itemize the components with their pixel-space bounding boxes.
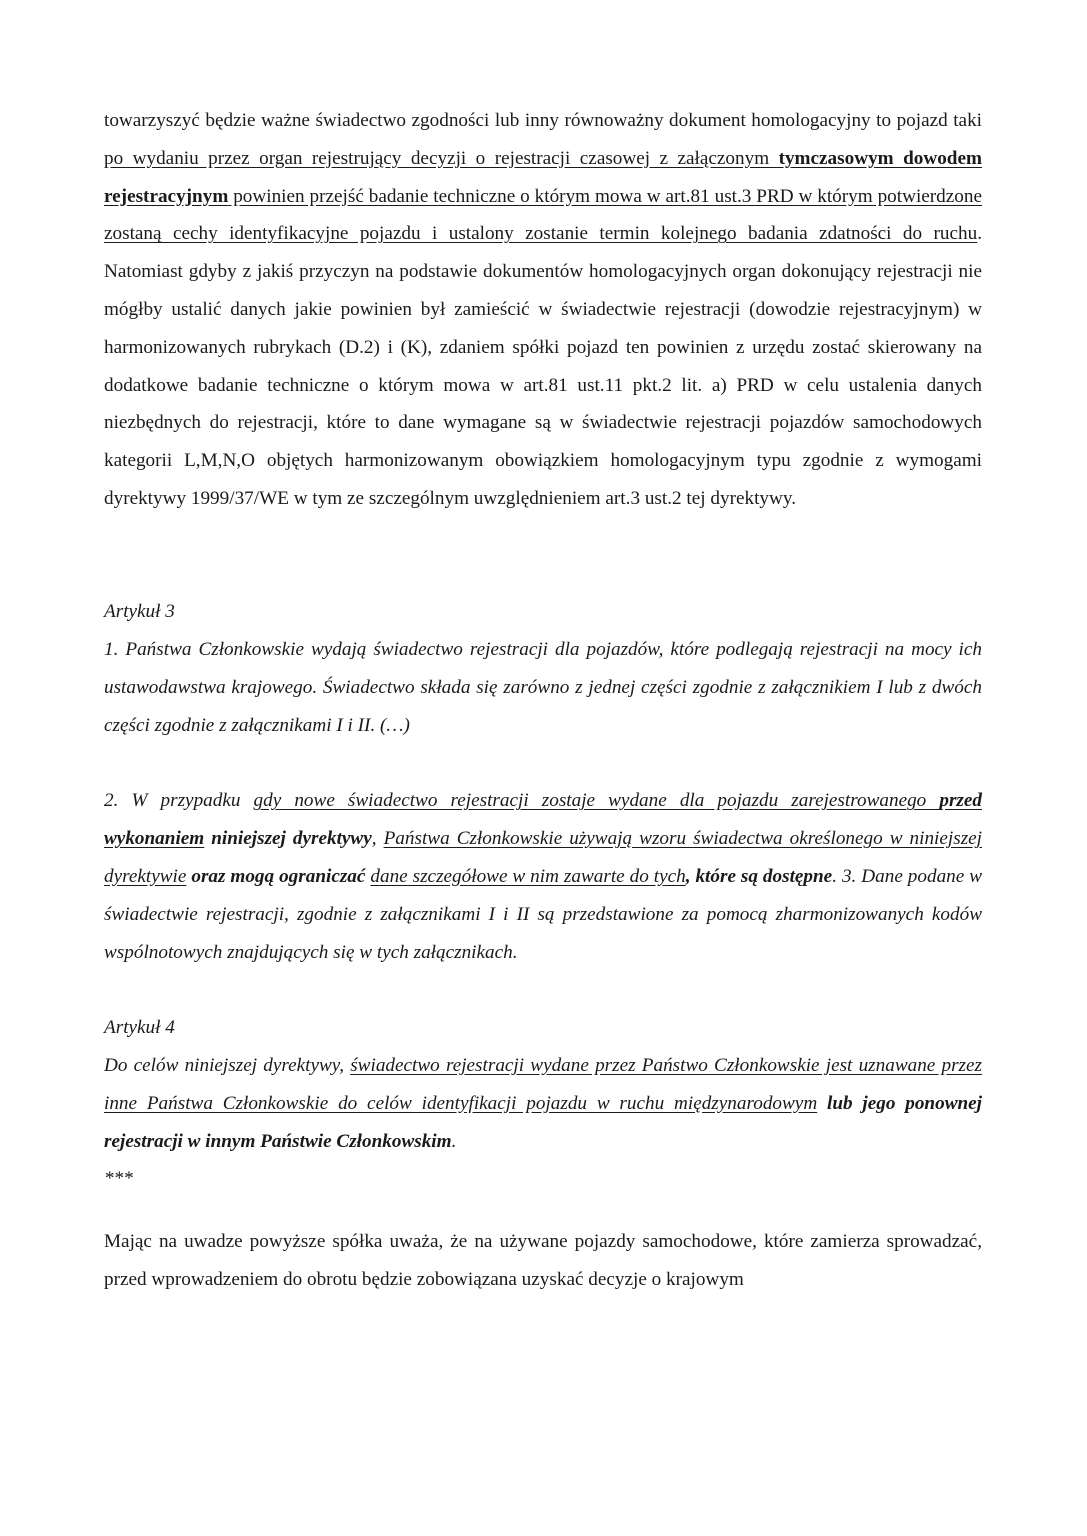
spacer (104, 745, 982, 783)
bold-text: oraz mogą ograniczać (191, 865, 366, 887)
spacer (104, 518, 982, 594)
text-run: Do celów niniejszej dyrektywy, (104, 1054, 351, 1076)
article-4-heading: Artykuł 4 (104, 1017, 175, 1039)
section-separator: *** (104, 1168, 133, 1190)
text-run: 2. W przypadku (104, 790, 254, 812)
spacer (104, 1198, 982, 1223)
bold-underlined-text: przed wykonaniem (104, 790, 982, 850)
text-run: , (371, 828, 384, 850)
bold-underlined-text: tymczasowym dowodem rejestracyjnym (104, 147, 982, 207)
underlined-text: po wydaniu przez organ rejestrujący decyzji o rejestracji czasowej z załączonym (104, 147, 779, 169)
text-run: . (451, 1130, 457, 1152)
bold-text: lub jego ponownej rejestracji w innym Państwie Członkowskim (104, 1092, 983, 1152)
underlined-text: powinien przejść badanie techniczne o którym mowa w art.81 ust.3 PRD w którym potwierdzone zostaną cechy identyfikacyjne pojazdu i ustalony zostanie termin kolejnego badania zdatności do ruchu (104, 185, 982, 245)
underlined-text: dane szczegółowe w nim zawarte do tych (370, 865, 686, 887)
bold-text: , które są dostępne (685, 865, 833, 887)
text-run: . 3. Dane podane w świadectwie rejestracji, zgodnie z załącznikami I i II są przedstawione za pomocą zharmonizowanych kodów wspólnotowych znajdujących się w tych załącznikach. (104, 865, 983, 963)
spacer (104, 971, 982, 1009)
text-run (817, 1093, 827, 1114)
closing-paragraph: Mając na uwadze powyższe spółka uważa, że na używane pojazdy samochodowe, które zamierza sprowadzać, przed wprowadzeniem do obrotu będzie zobowiązana uzyskać decyzje o krajowym (104, 1231, 982, 1290)
underlined-text: Państwa Członkowskie używają wzoru świadectwa określonego w niniejszej dyrektywie (104, 828, 983, 887)
bold-text: niniejszej dyrektywy (211, 828, 372, 850)
underlined-text: gdy nowe świadectwo rejestracji zostaje wydane dla pojazdu zarejestrowanego (253, 790, 940, 812)
text-run: . Natomiast gdyby z jakiś przyczyn na podstawie dokumentów homologacyjnych organ dokonujący rejestracji nie mógłby ustalić danych jakie powinien był zamieścić w świadectwie rejestracji (dowodzie rejestracyjnym) w harmonizowanych rubrykach (D.2) i (K), zdaniem spółki pojazd ten powinien z urzędu zostać skierowany na dodatkowe badanie techniczne o którym mowa w art.81 ust.11 pkt.2 lit. a) PRD w celu ustalenia danych niezbędnych do rejestracji, które to dane wymagane są w świadectwie rejestracji pojazdów samochodowych kategorii L,M,N,O objętych harmonizowanym obowiązkiem homologacyjnym typu zgodnie z wymogami dyrektywy 1999/37/WE w tym ze szczególnym uwzględnieniem art.3 ust.2 tej dyrektywy. (104, 223, 982, 509)
article-3-point-1: 1. Państwa Członkowskie wydają świadectwo rejestracji dla pojazdów, które podlegają rejestracji na mocy ich ustawodawstwa krajowego. Świadectwo składa się zarówno z jednej części zgodnie z załącznikiem I lub z dwóch części zgodnie z załącznikami I i II. (…) (104, 639, 982, 736)
text-run: towarzyszyć będzie ważne świadectwo zgodności lub inny równoważny dokument homologacyjny to pojazd taki (104, 110, 982, 131)
article-3-point-2 (104, 782, 982, 971)
document-page (104, 102, 982, 1299)
article-3-heading: Artykuł 3 (104, 601, 175, 623)
underlined-text: świadectwo rejestracji wydane przez Państwo Członkowskie jest uznawane przez inne Państwa Członkowskie do celów identyfikacji pojazdu w ruchu międzynarodowym (104, 1054, 983, 1114)
article-4-body (104, 1047, 982, 1160)
paragraph-registration-argument (104, 102, 982, 518)
